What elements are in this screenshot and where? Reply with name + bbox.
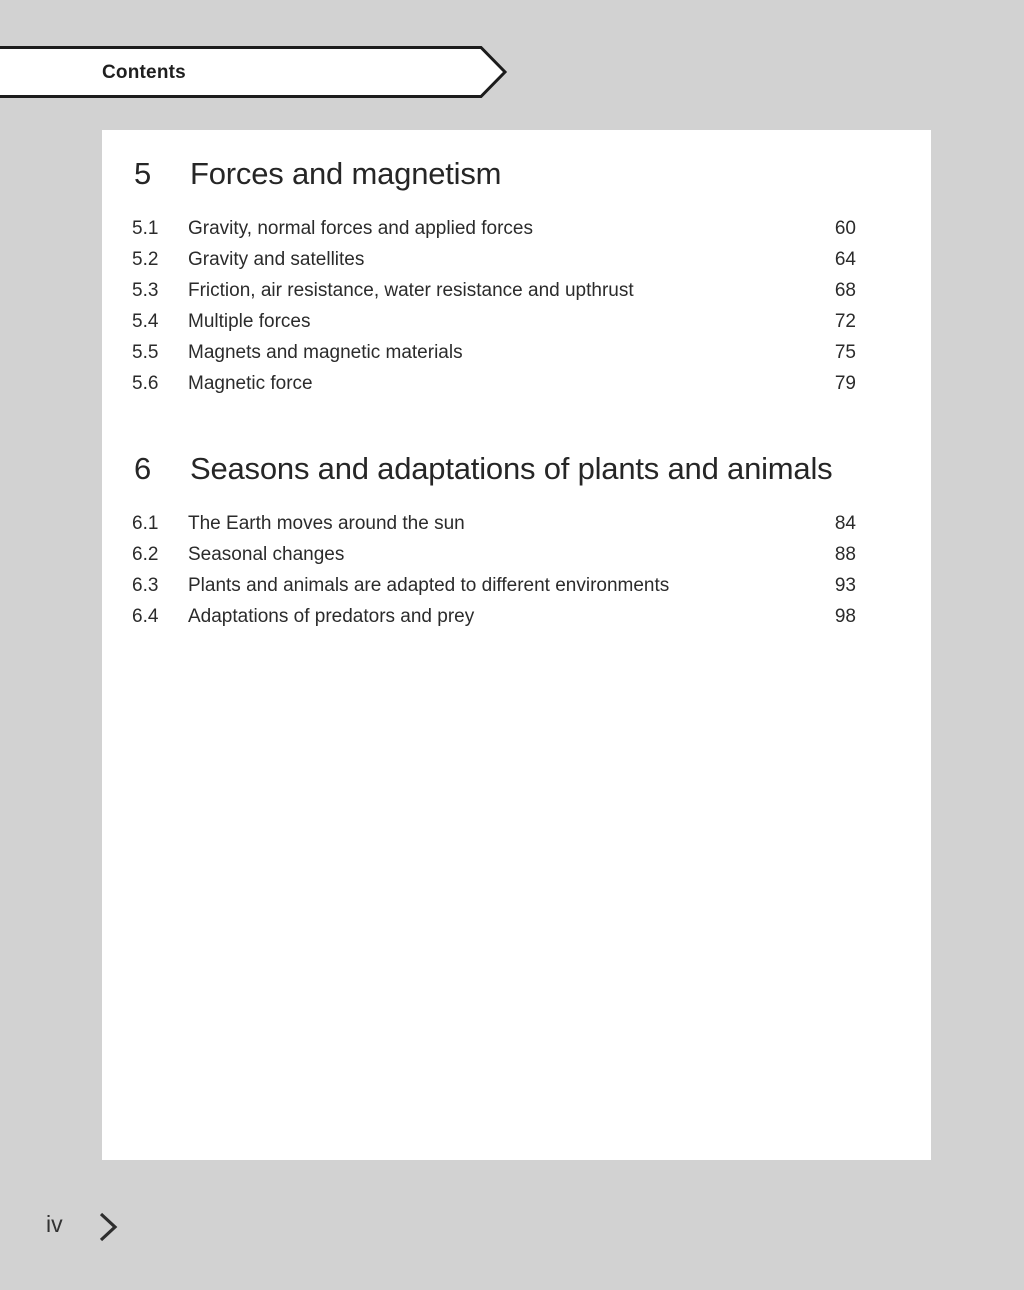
chapter-number: 6: [134, 451, 152, 486]
toc-entry-number: 5.1: [132, 218, 159, 239]
toc-entry[interactable]: [131, 275, 856, 306]
toc-entry-title: Gravity, normal forces and applied forces: [188, 218, 533, 239]
toc-entry[interactable]: [131, 539, 856, 570]
toc-entry-number: 6.4: [132, 606, 159, 627]
toc-entry-title: Friction, air resistance, water resistance and upthrust: [188, 280, 634, 301]
contents-panel: [102, 130, 931, 1160]
chapter-section-list: [131, 508, 856, 632]
chapter-heading: [131, 152, 856, 196]
toc-entry-page-number: 64: [834, 249, 856, 270]
chapter-title: Forces and magnetism: [190, 156, 502, 191]
contents-banner: [0, 44, 512, 102]
chapter-block: [131, 399, 856, 632]
toc-entry[interactable]: [131, 601, 856, 632]
toc-entry-title: Gravity and satellites: [188, 249, 365, 270]
toc-entry-page-number: 68: [834, 280, 856, 301]
toc-entry-number: 6.1: [132, 513, 159, 534]
toc-entry-number: 5.3: [132, 280, 159, 301]
toc-entry-page-number: 60: [834, 218, 856, 239]
toc-entry-page-number: 88: [834, 544, 856, 565]
toc-entry-page-number: 75: [834, 342, 856, 363]
toc-entry-title: Magnetic force: [188, 373, 313, 394]
toc-entry-number: 5.4: [132, 311, 159, 332]
banner-arrow-shape: [0, 44, 512, 102]
toc-entry-page-number: 79: [834, 373, 856, 394]
contents-banner-label: Contents: [102, 62, 186, 83]
page-number-roman: iv: [46, 1211, 63, 1237]
toc-entry-number: 6.2: [132, 544, 159, 565]
toc-entry[interactable]: [131, 244, 856, 275]
toc-entry[interactable]: [131, 337, 856, 368]
toc-entry-title: Adaptations of predators and prey: [188, 606, 475, 627]
chevron-right-icon[interactable]: [95, 1210, 121, 1244]
toc-entry-title: Plants and animals are adapted to different environments: [188, 575, 670, 596]
toc-entry-number: 5.6: [132, 373, 159, 394]
toc-entry-title: Magnets and magnetic materials: [188, 342, 463, 363]
toc-entry-number: 6.3: [132, 575, 159, 596]
toc-entry[interactable]: [131, 508, 856, 539]
toc-entry-page-number: 72: [834, 311, 856, 332]
toc-entry[interactable]: [131, 213, 856, 244]
chapter-heading: [131, 447, 856, 491]
toc-entry-page-number: 93: [834, 575, 856, 596]
toc-entry-page-number: 98: [834, 606, 856, 627]
toc-entry-title: The Earth moves around the sun: [188, 513, 465, 534]
toc-entry-number: 5.5: [132, 342, 159, 363]
toc-entry-title: Multiple forces: [188, 311, 311, 332]
toc-entry[interactable]: [131, 306, 856, 337]
toc-entry[interactable]: [131, 368, 856, 399]
chapter-block: [131, 130, 856, 399]
toc-entry-title: Seasonal changes: [188, 544, 345, 565]
chapter-title: Seasons and adaptations of plants and animals: [190, 451, 833, 486]
toc-entry-page-number: 84: [834, 513, 856, 534]
chapter-number: 5: [134, 156, 152, 191]
toc-entry-number: 5.2: [132, 249, 159, 270]
toc-entry[interactable]: [131, 570, 856, 601]
chapter-section-list: [131, 213, 856, 399]
